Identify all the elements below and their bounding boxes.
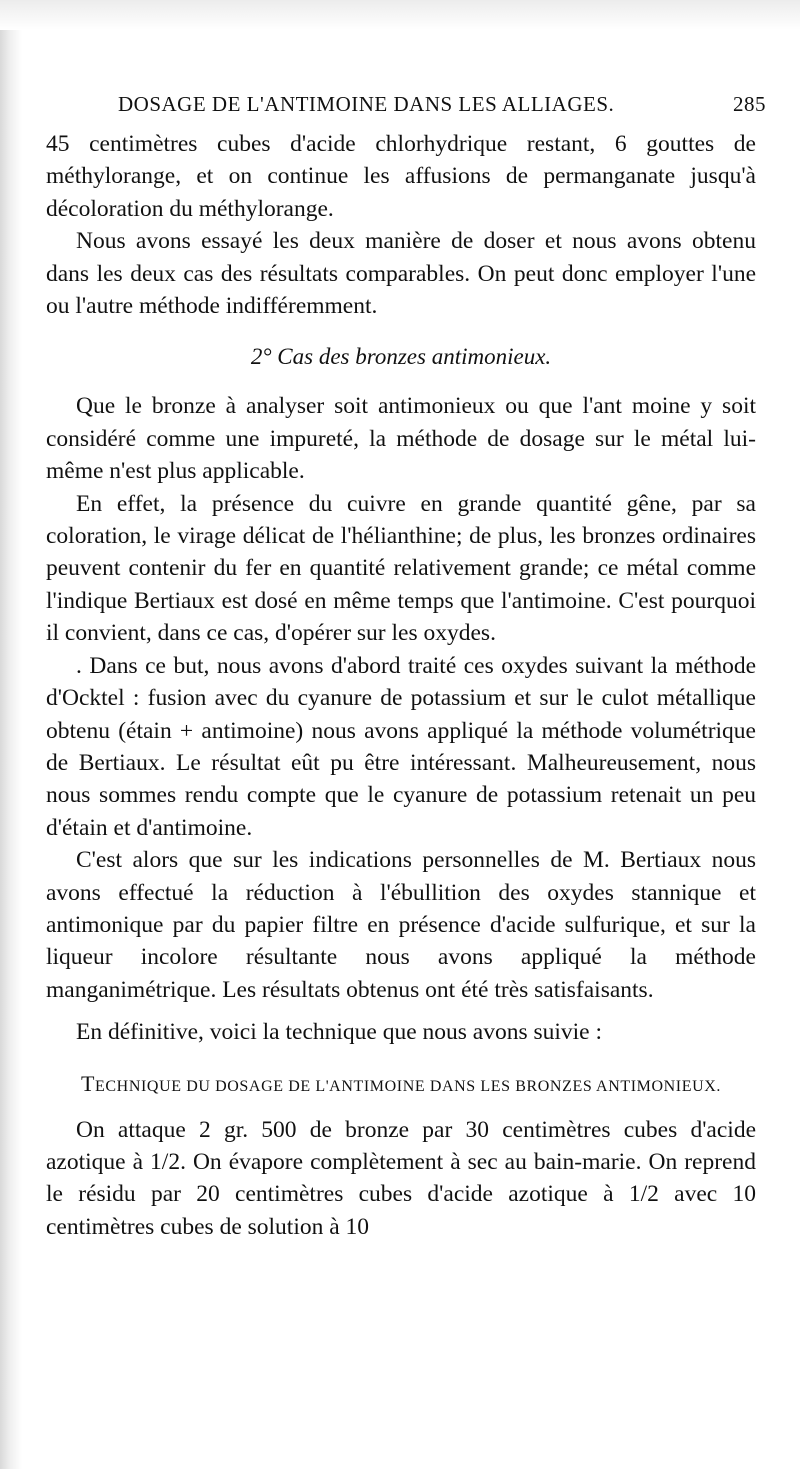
paragraph-bronze-intro: Que le bronze à analyser soit antimonieux ou que l'ant moine y soit considéré comme une impureté, la méthode de dosage sur le métal lui-même n'est plus applicable.	[46, 393, 756, 485]
section-title: 2° Cas des bronzes antimonieux.	[250, 344, 552, 370]
paragraph-reduction: C'est alors que sur les indications personnelles de M. Bertiaux nous avons effectué la réduction à l'ébullition des oxydes stannique et antimonique par du papier filtre en présence d'acide sulfurique, et sur la liqueur incolore résultante nous avons appliqué la méthode manganimétrique. Les résultats obtenus ont été très satisfaisants.	[46, 847, 756, 1003]
paragraph-ocktel-method: . Dans ce but, nous avons d'abord traité ces oxydes suivant la méthode d'Ocktel : fusion avec du cyanure de potassium et sur le culot métallique obtenu (étain + antimoine) nous avons appliqué la méthode volumétrique de Bertiaux. Le résultat eût pu être intéressant. Malheureusement, nous nous sommes rendu compte que le cyanure de potassium retenait un peu d'étain et d'antimoine.	[46, 652, 756, 841]
technique-heading	[46, 1069, 756, 1102]
paragraph-comparison: Nous avons essayé les deux manière de doser et nous avons obtenu dans les deux cas des résultats comparables. On peut donc employer l'une ou l'autre méthode indifféremment.	[46, 228, 756, 320]
running-title: DOSAGE DE L'ANTIMOINE DANS LES ALLIAGES.	[118, 92, 615, 116]
scan-top-shadow	[0, 0, 800, 30]
page-body	[46, 128, 756, 1243]
page-header	[118, 92, 766, 122]
scan-edge-shadow	[0, 0, 22, 1469]
spacer	[46, 1006, 756, 1016]
paragraph-copper-interference: En effet, la présence du cuivre en grande quantité gêne, par sa coloration, le virage délicat de l'hélianthine; de plus, les bronzes ordinaires peuvent contenir du fer en quantité relativement grande; ce métal comme l'indique Bertiaux est dosé en même temps que l'antimoine. C'est pourquoi il convient, dans ce cas, d'opérer sur les oxydes.	[46, 490, 756, 647]
technique-heading-rest: ECHNIQUE DU DOSAGE DE L'ANTIMOINE DANS LES BRONZES ANTIMONIEUX.	[95, 1077, 722, 1095]
paragraph-continuation: 45 centimètres cubes d'acide chlorhydrique restant, 6 gouttes de méthylorange, et on continue les affusions de permanganate jusqu'à décoloration du méthylorange.	[46, 131, 756, 222]
paragraph-technique: On attaque 2 gr. 500 de bronze par 30 centimètres cubes d'acide azotique à 1/2. On évapore complètement à sec au bain-marie. On reprend le résidu par 20 centimètres cubes d'acide azotique à 1/2 avec 10 centimètres cubes de solution à 10	[46, 1116, 756, 1240]
paragraph-technique-intro: En définitive, voici la technique que nous avons suivie :	[76, 1019, 603, 1046]
technique-heading-initial: T	[80, 1070, 96, 1096]
page-number: 285	[733, 92, 766, 116]
